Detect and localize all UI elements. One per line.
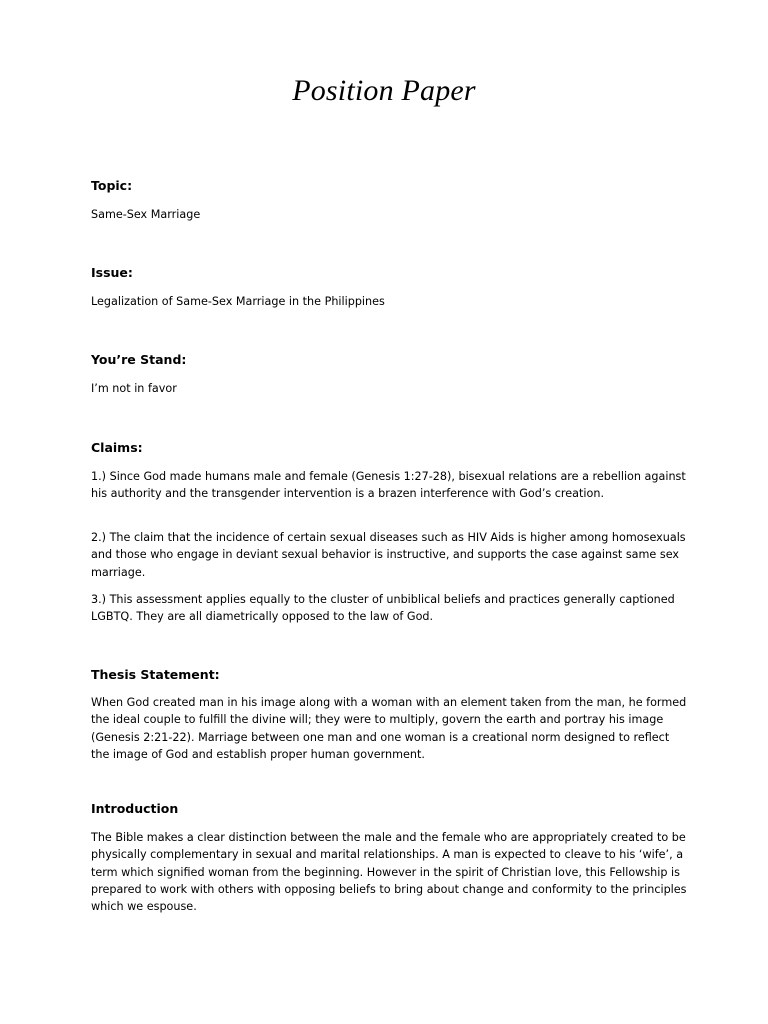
claims-label: Claims: [91, 440, 143, 455]
thesis-text: When God created man in his image along with a woman with an element taken from the man, he formed the ideal couple to fulfill the divine will; they were to multiply, govern the earth and portray his image (Genesis 2:21-22). Marriage between one man and one woman is a creational norm designed to reflect the image of God and establish proper human government. [91, 696, 687, 761]
claim-item: 1.) Since God made humans male and female (Genesis 1:27-28), bisexual relations are a rebellion against his authority and the transgender intervention is a brazen interference with God’s creation. [91, 470, 686, 501]
stand-value: I’m not in favor [91, 382, 177, 395]
thesis-label: Thesis Statement: [91, 667, 220, 682]
topic-label: Topic: [91, 178, 133, 193]
claim-item: 2.) The claim that the incidence of certain sexual diseases such as HIV Aids is higher among homosexuals and those who engage in deviant sexual behavior is instructive, and supports the case against same sex marriage. [91, 531, 686, 579]
stand-label: You’re Stand: [91, 352, 187, 367]
introduction-label: Introduction [91, 801, 179, 816]
document-title: Position Paper [292, 74, 476, 107]
introduction-text: The Bible makes a clear distinction between the male and the female who are appropriately created to be physically complementary in sexual and marital relationships. A man is expected to cleave to his ‘wife’, a term which signified woman from the beginning. However in the spirit of Christian love, this Fellowship is prepared to work with others with opposing beliefs to bring about change and conformity to the principles which we espouse. [91, 831, 687, 914]
issue-label: Issue: [91, 265, 133, 280]
topic-value: Same-Sex Marriage [91, 208, 201, 221]
claim-item: 3.) This assessment applies equally to the cluster of unbiblical beliefs and practices generally captioned LGBTQ. They are all diametrically opposed to the law of God. [91, 593, 675, 624]
issue-value: Legalization of Same-Sex Marriage in the Philippines [91, 295, 385, 308]
